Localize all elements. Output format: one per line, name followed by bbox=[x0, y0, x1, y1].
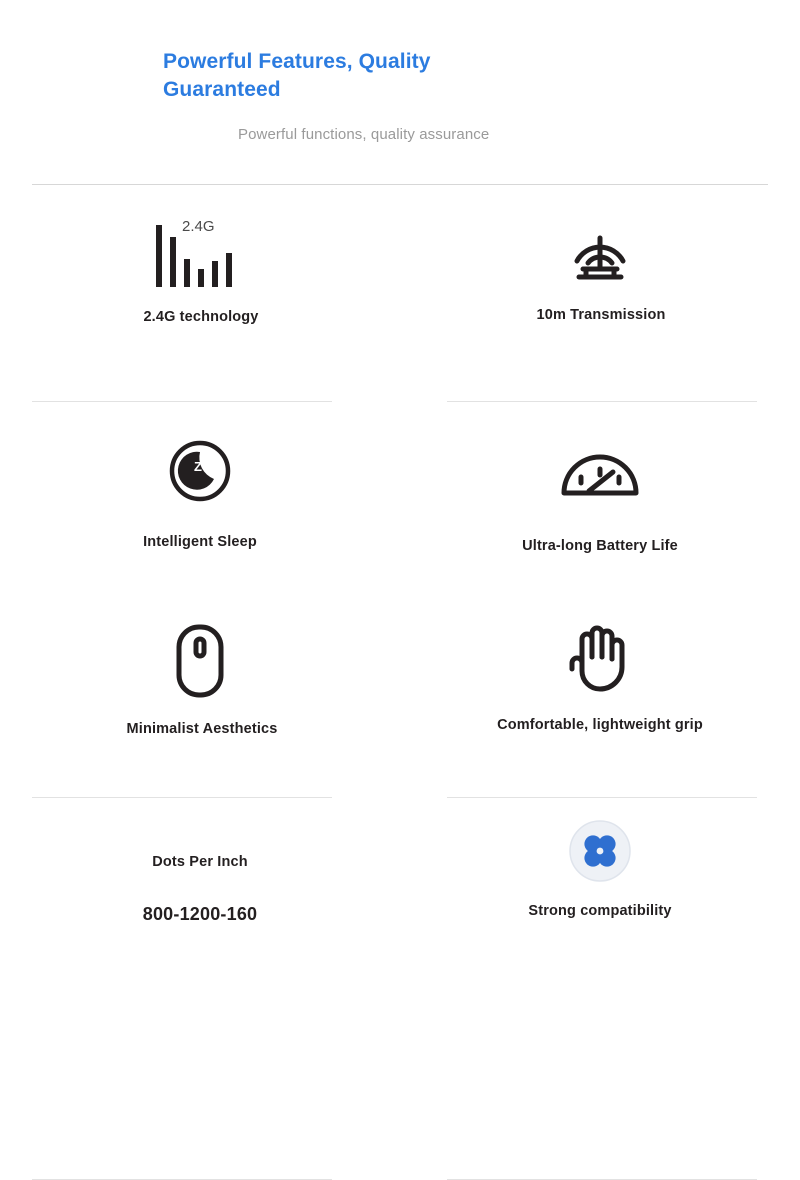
feature-cell-sleep bbox=[0, 385, 400, 585]
feature-cell-compatibility bbox=[400, 785, 800, 975]
feature-cell-grip bbox=[400, 585, 800, 785]
feature-cell-2-4g bbox=[0, 185, 400, 385]
hand-grip-icon bbox=[568, 611, 632, 703]
feature-row bbox=[0, 185, 800, 385]
feature-cell-dpi bbox=[0, 785, 400, 975]
feature-row bbox=[0, 785, 800, 975]
wireless-antenna-icon bbox=[557, 205, 643, 297]
feature-cell-transmission bbox=[400, 185, 800, 385]
page-title: Powerful Features, Quality Guaranteed bbox=[163, 50, 431, 101]
feature-label: 2.4G technology bbox=[143, 309, 259, 325]
feature-label: Strong compatibility bbox=[528, 903, 672, 919]
svg-text:Z: Z bbox=[194, 459, 202, 474]
signal-bars-icon-label: 2.4G bbox=[182, 218, 215, 235]
feature-label: Minimalist Aesthetics bbox=[126, 721, 278, 737]
page-header bbox=[0, 0, 800, 143]
signal-bars-icon bbox=[150, 211, 250, 303]
feature-cell-minimalist bbox=[0, 585, 400, 785]
feature-label: 10m Transmission bbox=[536, 307, 666, 323]
feature-label: Dots Per Inch bbox=[152, 854, 248, 870]
feature-cell-battery bbox=[400, 385, 800, 585]
compatibility-clover-icon bbox=[568, 815, 632, 887]
dpi-value: 800-1200-160 bbox=[142, 904, 258, 924]
feature-label: Intelligent Sleep bbox=[143, 534, 257, 550]
page-subtitle: Powerful functions, quality assurance bbox=[238, 126, 490, 144]
feature-label: Ultra-long Battery Life bbox=[522, 538, 678, 554]
feature-grid bbox=[0, 185, 800, 975]
feature-row bbox=[0, 585, 800, 785]
mouse-outline-icon bbox=[172, 615, 228, 707]
battery-gauge-icon bbox=[558, 429, 642, 521]
feature-row bbox=[0, 385, 800, 585]
sleep-moon-icon bbox=[168, 425, 232, 517]
feature-label: Comfortable, lightweight grip bbox=[497, 717, 703, 733]
